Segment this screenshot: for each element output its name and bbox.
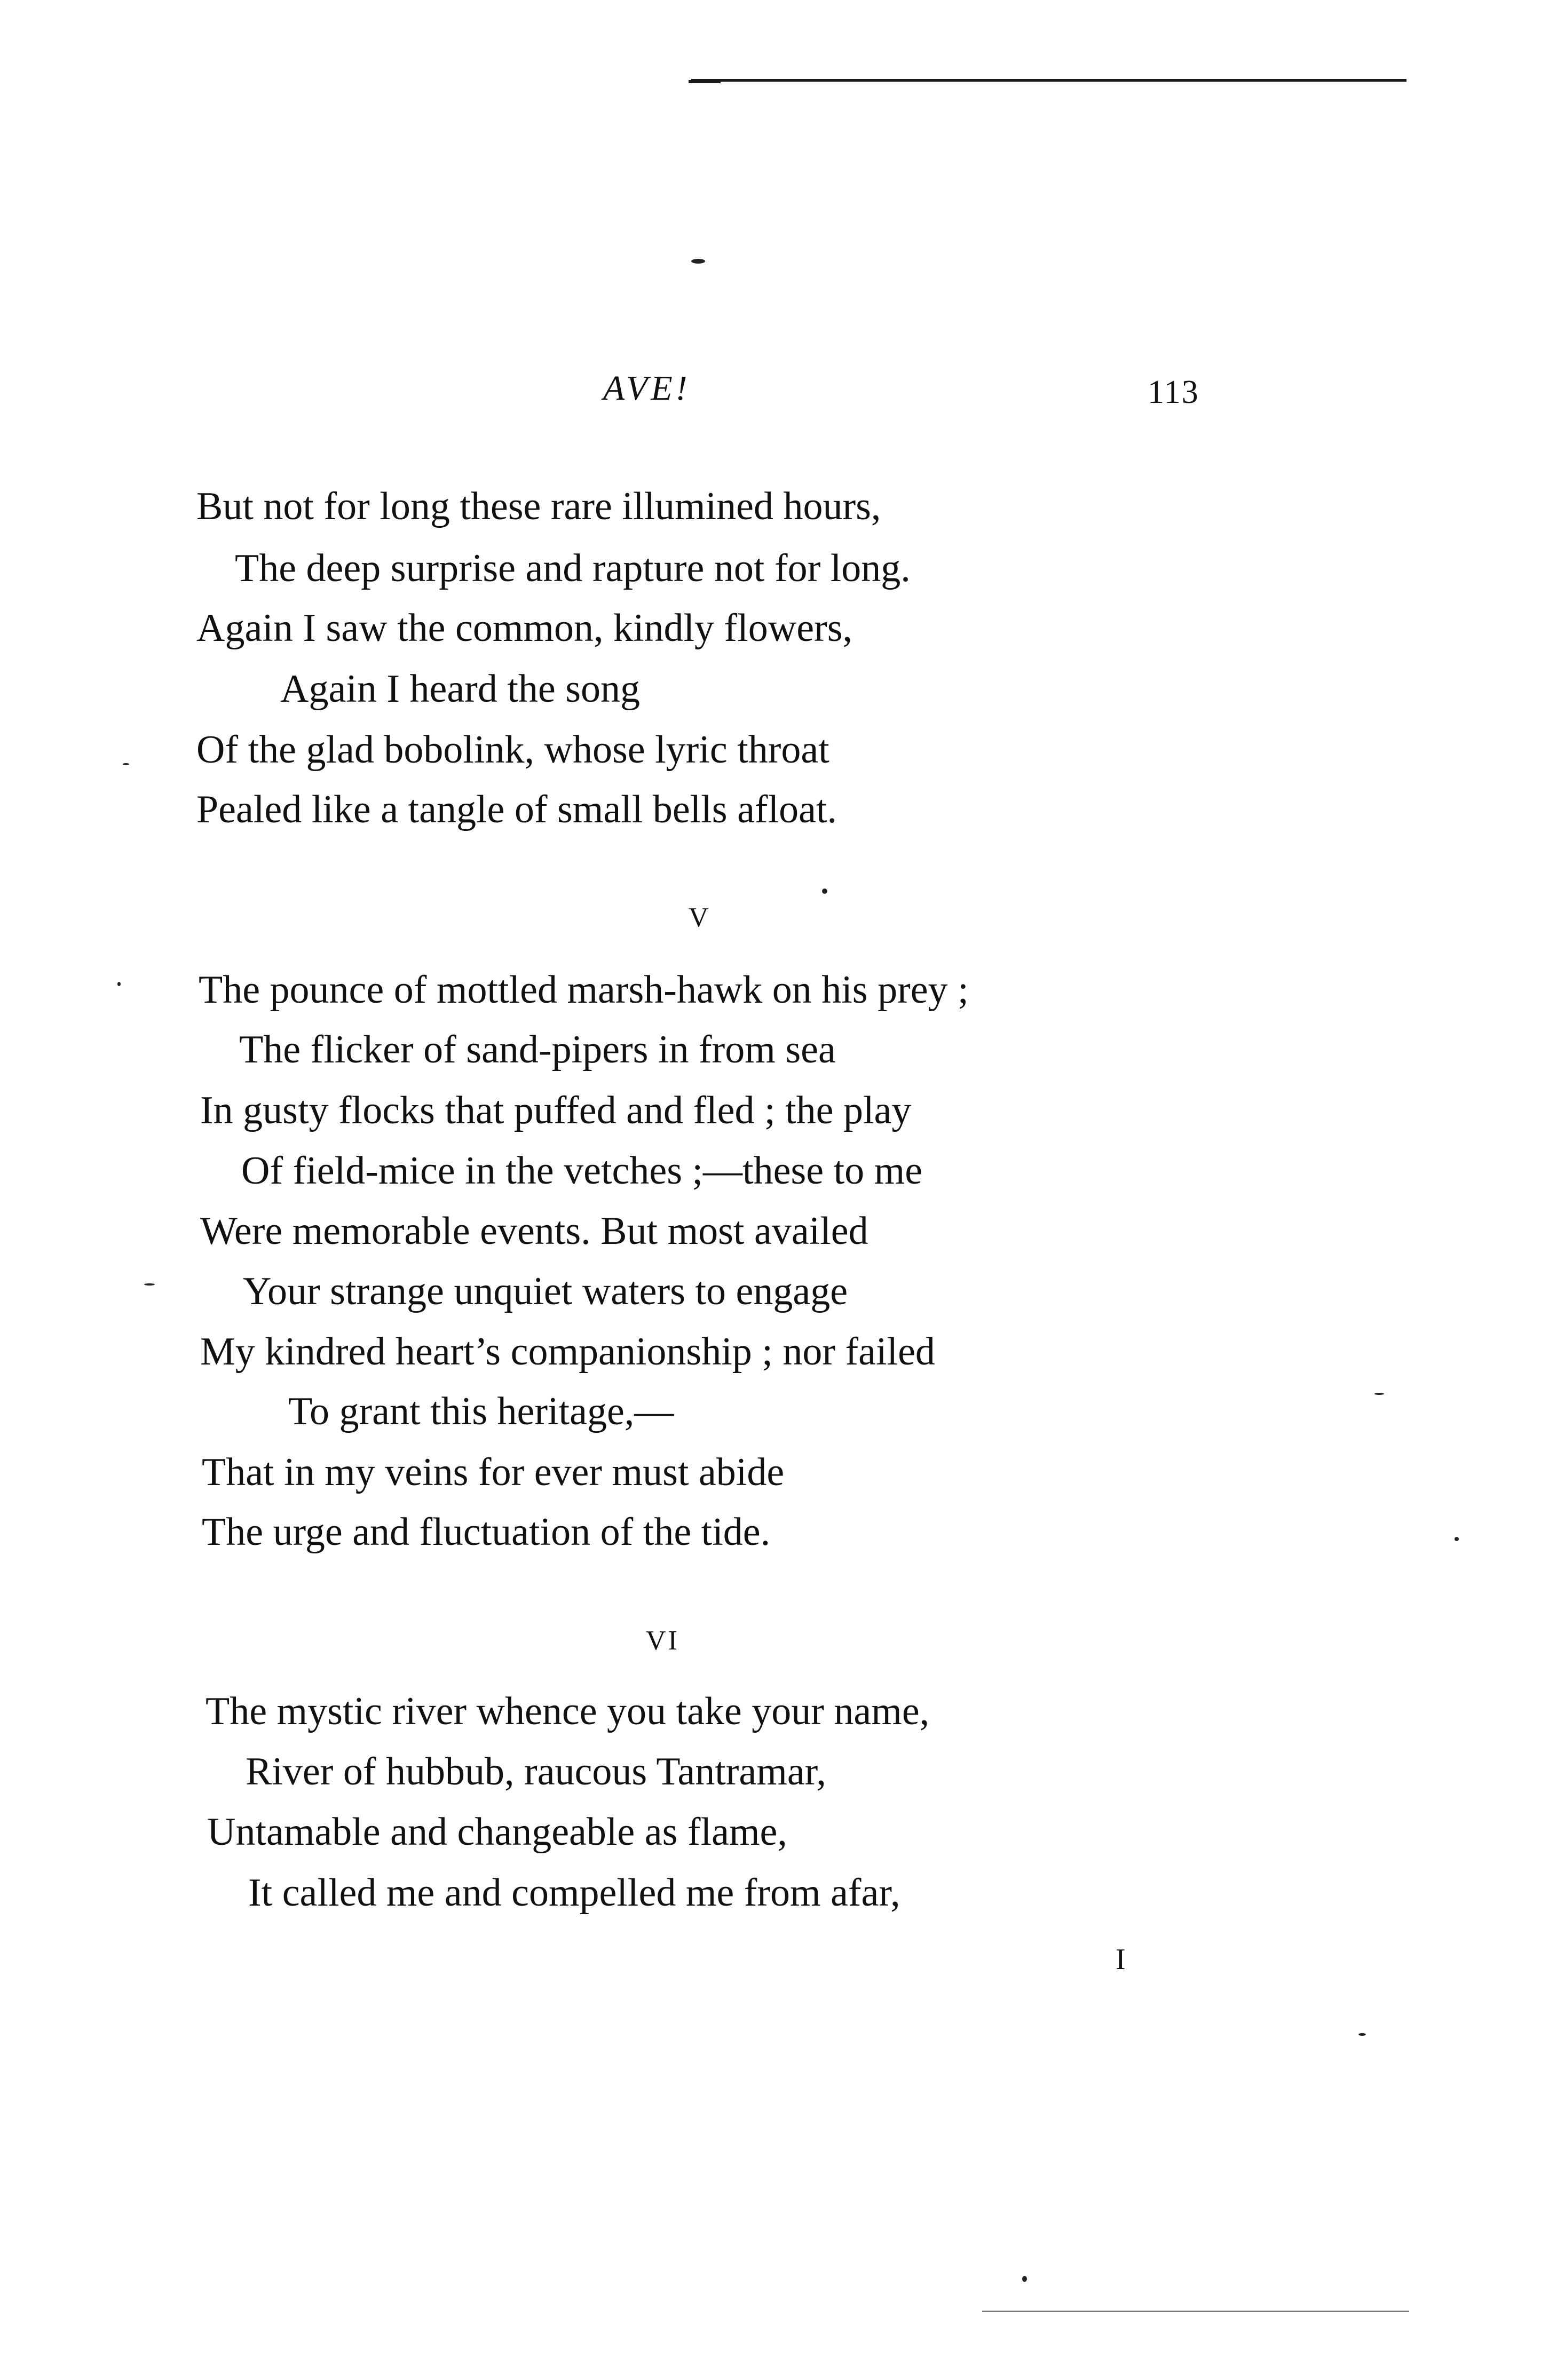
signature-mark: I (1116, 1943, 1126, 1976)
poem-line: That in my veins for ever must abide (202, 1450, 785, 1494)
poem-line: The flicker of sand-pipers in from sea (239, 1028, 836, 1072)
scan-speck (144, 1283, 155, 1286)
poem-line: Again I saw the common, kindly flowers, (196, 606, 852, 650)
poem-line: The urge and fluctuation of the tide. (202, 1510, 771, 1554)
poem-line: Of field-mice in the vetches ;—these to me (241, 1149, 923, 1193)
top-rule (691, 79, 1406, 82)
top-rule-dash (689, 80, 721, 83)
scan-speck (1455, 1537, 1459, 1541)
page-number: 113 (1148, 374, 1199, 410)
stanza-number: VI (646, 1625, 679, 1656)
bottom-rule (982, 2311, 1409, 2312)
scan-speck (1358, 2033, 1366, 2036)
poem-line: Your strange unquiet waters to engage (243, 1270, 848, 1313)
scan-speck (691, 259, 705, 264)
poem-line: Again I heard the song (280, 667, 641, 711)
poem-line: In gusty flocks that puffed and fled ; the play (200, 1089, 912, 1132)
stanza-number: V (689, 902, 711, 933)
poem-line: Of the glad bobolink, whose lyric throat (196, 728, 829, 772)
poem-line: Pealed like a tangle of small bells afloat. (196, 788, 837, 831)
scan-speck (123, 763, 129, 765)
scan-speck (1022, 2276, 1027, 2282)
poem-line: The deep surprise and rapture not for long. (235, 546, 911, 590)
poem-line: River of hubbub, raucous Tantramar, (246, 1750, 826, 1794)
poem-line: Were memorable events. But most availed (200, 1209, 868, 1253)
poem-line: To grant this heritage,— (288, 1390, 674, 1433)
running-title: AVE! (603, 369, 691, 408)
poem-line: It called me and compelled me from afar, (248, 1871, 900, 1915)
poem-line: But not for long these rare illumined hours, (196, 485, 881, 528)
scan-speck (117, 982, 121, 986)
poem-line: My kindred heart’s companionship ; nor failed (200, 1330, 935, 1374)
poem-line: The mystic river whence you take your name, (206, 1689, 930, 1733)
poem-line: The pounce of mottled marsh-hawk on his prey ; (199, 968, 969, 1012)
poem-line: Untamable and changeable as flame, (207, 1810, 787, 1854)
scan-speck (1374, 1393, 1384, 1395)
scan-speck (822, 888, 827, 894)
